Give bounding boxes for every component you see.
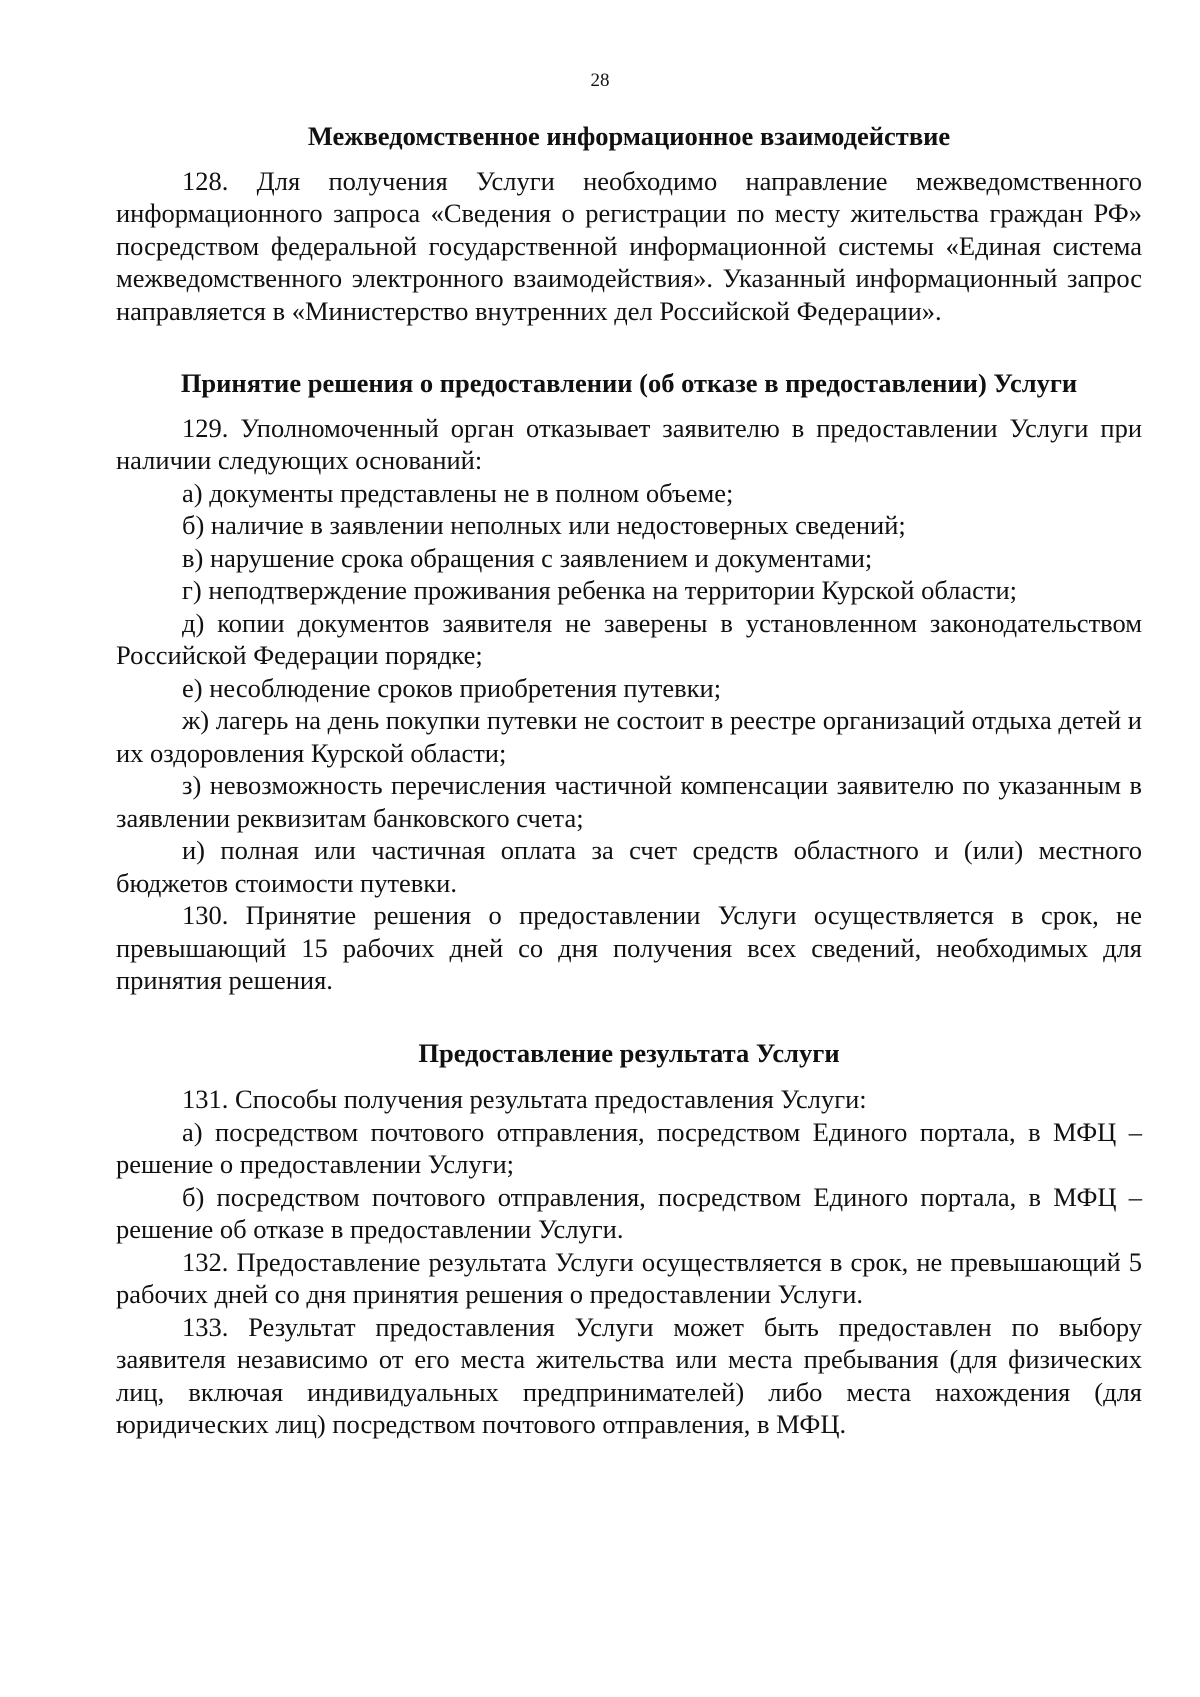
paragraph-128: 128. Для получения Услуги необходимо направление межведомственного информационного запроса «Сведения о регистрации по месту жительства граждан РФ» посредством федеральной государственной информационной системы «Единая система межведомственного электронного взаимодействия». Указанный информационный запрос направляется в «Министерство внутренних дел Российской Федерации». [116, 165, 1142, 326]
list-item-129-zh: ж) лагерь на день покупки путевки не состоит в реестре организаций отдыха детей и их оздоровления Курской области; [116, 705, 1142, 768]
list-item-129-z: з) невозможность перечисления частичной компенсации заявителю по указанным в заявлении реквизитам банковского счета; [116, 770, 1142, 833]
list-item-129-a: а) документы представлены не в полном объеме; [182, 477, 734, 508]
list-item-129-g: г) неподтверждение проживания ребенка на территории Курской области; [182, 575, 1018, 605]
paragraph-129: 129. Уполномоченный орган отказывает заявителю в предоставлении Услуги при наличии следующих оснований: [116, 412, 1142, 475]
section-title-result: Предоставление результата Услуги [418, 1037, 840, 1068]
paragraph-132: 132. Предоставление результата Услуги осуществляется в срок, не превышающий 5 рабочих дней со дня принятия решения о предоставлении Услуги. [116, 1246, 1142, 1309]
paragraph-133: 133. Результат предоставления Услуги может быть предоставлен по выбору заявителя независимо от его места жительства или места пребывания (для физических лиц, включая индивидуальных предпринимателей) либо места нахождения (для юридических лиц) посредством почтового отправления, в МФЦ. [116, 1311, 1142, 1439]
document-body [116, 120, 1142, 1441]
section-title-decision: Принятие решения о предоставлении (об отказе в предоставлении) Услуги [180, 368, 1078, 398]
list-item-129-b: б) наличие в заявлении неполных или недостоверных сведений; [182, 510, 906, 540]
list-item-129-i: и) полная или частичная оплата за счет средств областного и (или) местного бюджетов стоимости путевки. [116, 835, 1142, 898]
list-item-129-e: е) несоблюдение сроков приобретения путевки; [182, 672, 722, 703]
paragraph-131: 131. Способы получения результата предоставления Услуги: [182, 1084, 867, 1114]
section-title-interagency: Межведомственное информационное взаимодействие [307, 121, 951, 151]
list-item-129-d: д) копии документов заявителя не заверены в установленном законодательством Российской Федерации порядке; [116, 607, 1142, 670]
paragraph-130: 130. Принятие решения о предоставлении Услуги осуществляется в срок, не превышающий 15 рабочих дней со дня получения всех сведений, необходимых для принятия решения. [116, 900, 1142, 995]
list-item-131-a: а) посредством почтового отправления, посредством Единого портала, в МФЦ – решение о предоставлении Услуги; [116, 1116, 1142, 1179]
page-number: 28 [590, 70, 610, 91]
list-item-129-v: в) нарушение срока обращения с заявлением и документами; [182, 542, 873, 573]
list-item-131-b: б) посредством почтового отправления, посредством Единого портала, в МФЦ – решение об отказе в предоставлении Услуги. [116, 1181, 1142, 1244]
